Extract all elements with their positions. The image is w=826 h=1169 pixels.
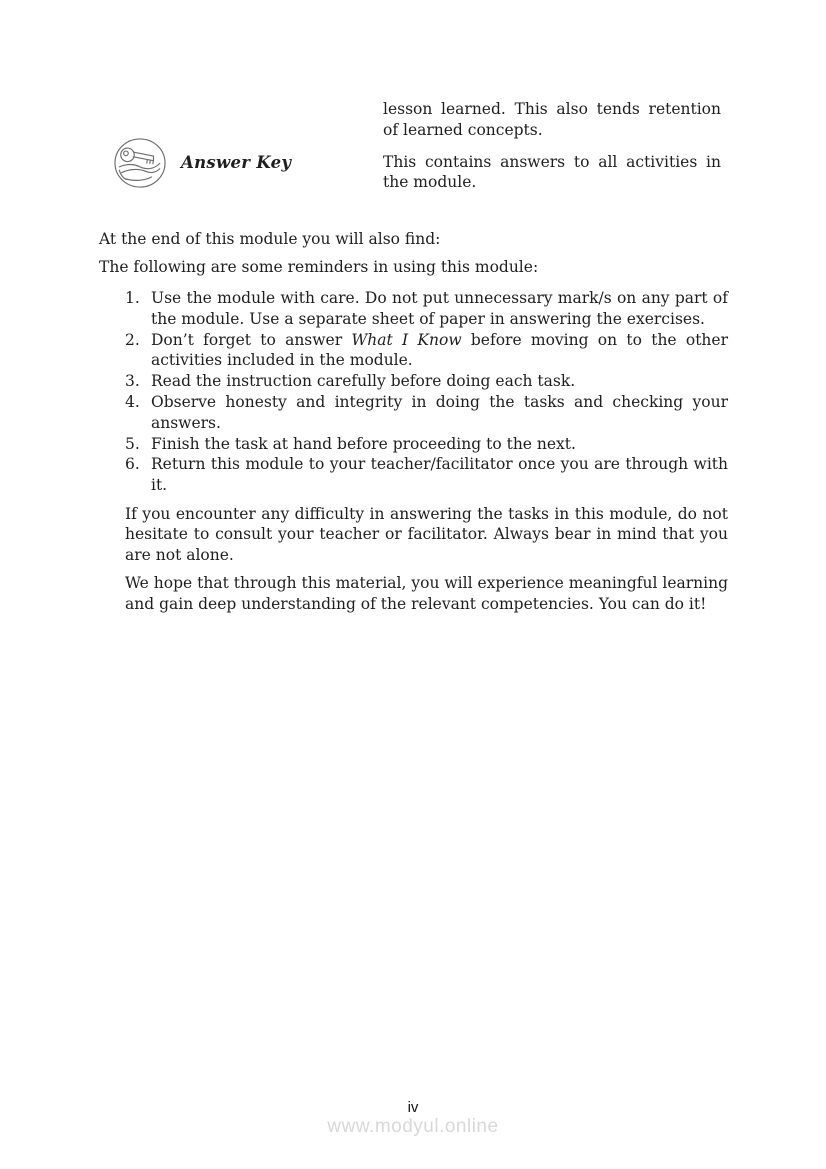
- reminder-item: [125, 392, 728, 434]
- body-content: [99, 229, 728, 615]
- reminder-number: 2.: [125, 330, 140, 349]
- reminder-number: 4.: [125, 393, 140, 412]
- reminder-item: [125, 434, 728, 455]
- reminder-text: Use the module with care. Do not put unnecessary mark/s on any part of the module. Use a separate sheet of paper in answering the exercises.: [151, 289, 728, 328]
- reminder-text: Finish the task at hand before proceeding to the next.: [151, 434, 576, 453]
- key-in-hand-icon: [112, 137, 168, 189]
- reminder-number: 1.: [125, 289, 140, 308]
- reminder-item: [125, 454, 728, 496]
- reminders-intro: The following are some reminders in using this module:: [99, 258, 539, 277]
- reminder-item: [125, 330, 728, 372]
- find-note: At the end of this module you will also find:: [99, 230, 441, 248]
- reminder-number: 3.: [125, 372, 140, 391]
- page-number: iv: [407, 1099, 419, 1116]
- reminder-text: Read the instruction carefully before doing each task.: [151, 372, 576, 391]
- closing-paragraph-1: If you encounter any difficulty in answering the tasks in this module, do not hesitate to consult your teacher or facilitator. Always bear in mind that you are not alone.: [125, 504, 728, 565]
- closing-paragraph-2: We hope that through this material, you will experience meaningful learning and gain deep understanding of the relevant competencies. You can do it!: [125, 574, 728, 614]
- reminders-list: [99, 288, 728, 496]
- reminder-item: [125, 371, 728, 392]
- reminder-text: Don’t forget to answer What I Know before moving on to the other activities included in the module.: [151, 330, 728, 370]
- lesson-continuation-text: lesson learned. This also tends retention of learned concepts.: [383, 100, 721, 139]
- answer-key-description: This contains answers to all activities in the module.: [383, 152, 721, 192]
- answer-key-row: [112, 137, 291, 189]
- watermark: www.modyul.online: [327, 1116, 499, 1137]
- reminder-number: 5.: [125, 434, 140, 453]
- reminder-text: Return this module to your teacher/facilitator once you are through with it.: [151, 455, 728, 495]
- top-right-column: [383, 99, 721, 193]
- answer-key-label: Answer Key: [181, 152, 292, 172]
- reminder-item: [125, 288, 728, 330]
- reminder-number: 6.: [125, 455, 140, 474]
- reminder-text: Observe honesty and integrity in doing the tasks and checking your answers.: [151, 393, 728, 432]
